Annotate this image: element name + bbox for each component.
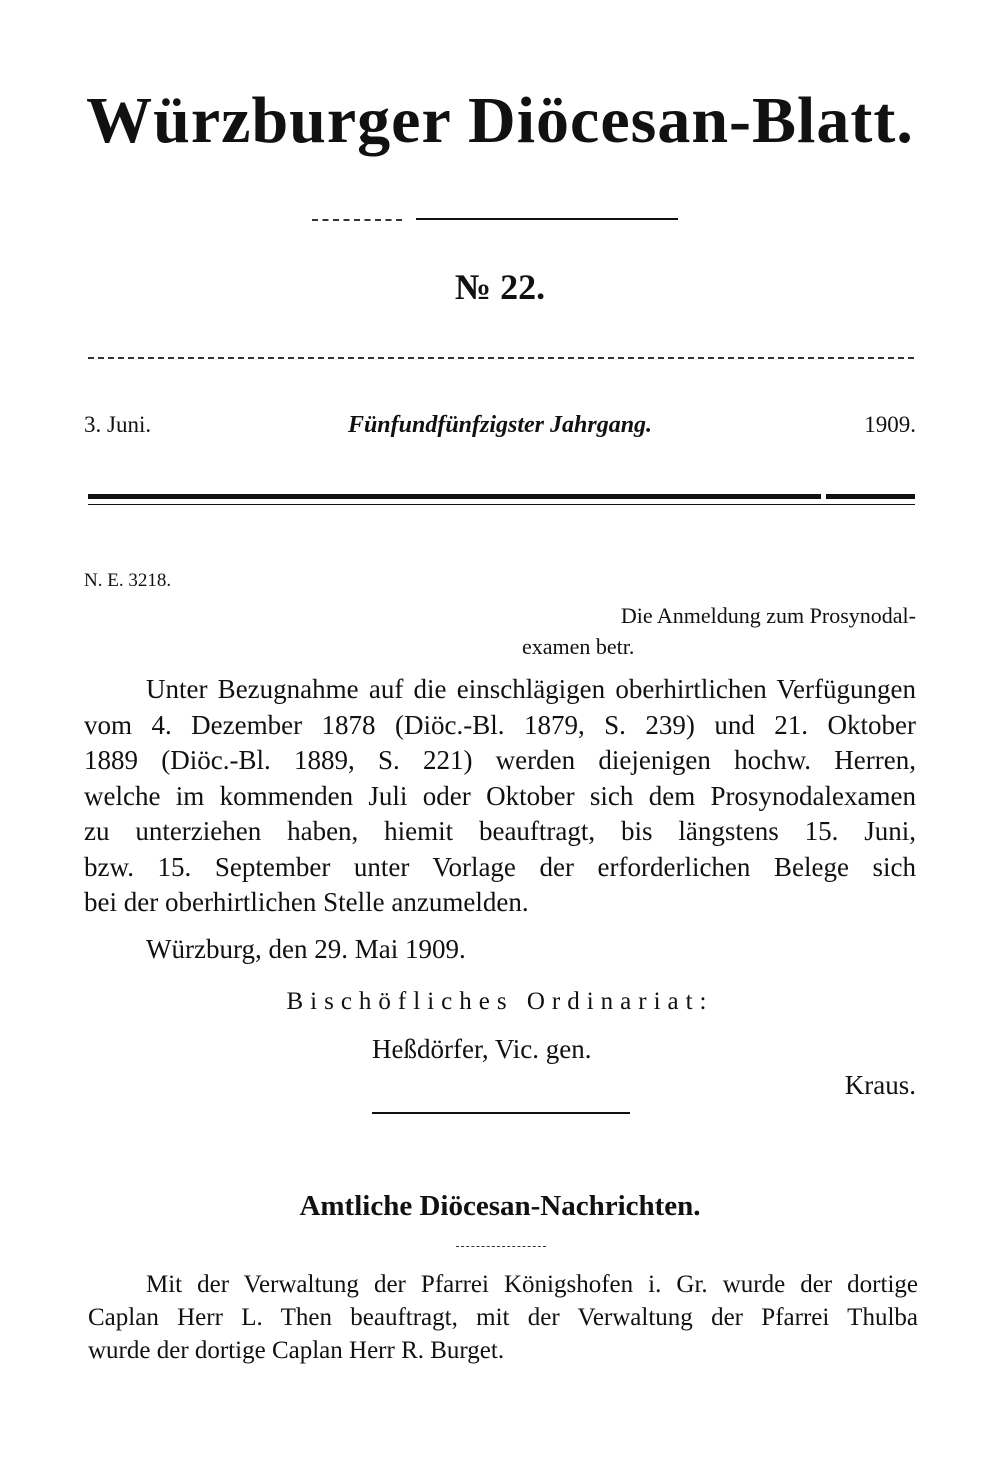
- subject-line-1: Die Anmeldung zum Prosynodal-: [620, 603, 916, 628]
- place-date: Würzburg, den 29. Mai 1909.: [146, 934, 466, 964]
- news-line: Caplan Herr L. Then beauftragt, mit der Verwaltung der Pfarrei Thulba: [88, 1304, 918, 1331]
- notice-line: bei der oberhirtlichen Stelle anzumelden.: [84, 887, 529, 917]
- notice-subject: [430, 600, 916, 662]
- notice-body: [84, 672, 916, 921]
- issue-number: № 22.: [454, 267, 546, 307]
- news-heading: Amtliche Diöcesan-Nachrichten.: [299, 1190, 701, 1222]
- masthead-divider-dashes: [312, 219, 402, 221]
- notice-line: welche im kommenden Juli oder Oktober sich dem Prosynodalexamen: [84, 780, 916, 811]
- issue-year: 1909.: [864, 412, 916, 437]
- heavy-rule-end: [826, 494, 915, 499]
- heavy-rule: [88, 494, 821, 499]
- notice-line: zu unterziehen haben, hiemit beauftragt, bis längstens 15. Juni,: [84, 816, 916, 846]
- news-heading-ornament: [456, 1246, 546, 1247]
- subject-line-2: examen betr.: [522, 634, 635, 659]
- notice-line: 1889 (Diöc.-Bl. 1889, S. 221) werden diejenigen hochw. Herren,: [84, 745, 916, 775]
- volume-title: Fünfundfünfzigster Jahrgang.: [347, 412, 653, 438]
- secretary-signature: Kraus.: [844, 1070, 916, 1100]
- notice-line: Unter Bezugnahme auf die einschlägigen oberhirtlichen Verfügungen: [146, 674, 916, 704]
- news-body: [88, 1268, 918, 1367]
- issuing-authority: Bischöfliches Ordinariat:: [286, 988, 714, 1015]
- reference-number: N. E. 3218.: [84, 570, 172, 591]
- thin-rule: [88, 504, 915, 505]
- masthead-divider: [416, 218, 678, 220]
- signatory: Heßdörfer, Vic. gen.: [372, 1034, 592, 1064]
- news-line: wurde der dortige Caplan Herr R. Burget.: [88, 1337, 505, 1364]
- section-divider: [372, 1112, 630, 1114]
- masthead-title: Würzburger Diöcesan-Blatt.: [86, 84, 914, 157]
- news-line: Mit der Verwaltung der Pfarrei Königshofen i. Gr. wurde der dortige: [146, 1271, 918, 1298]
- issue-date: 3. Juni.: [84, 412, 152, 437]
- notice-line: bzw. 15. September unter Vorlage der erforderlichen Belege sich: [84, 851, 916, 882]
- issue-divider: [88, 357, 914, 359]
- notice-line: vom 4. Dezember 1878 (Diöc.-Bl. 1879, S. 239) und 21. Oktober: [84, 709, 916, 740]
